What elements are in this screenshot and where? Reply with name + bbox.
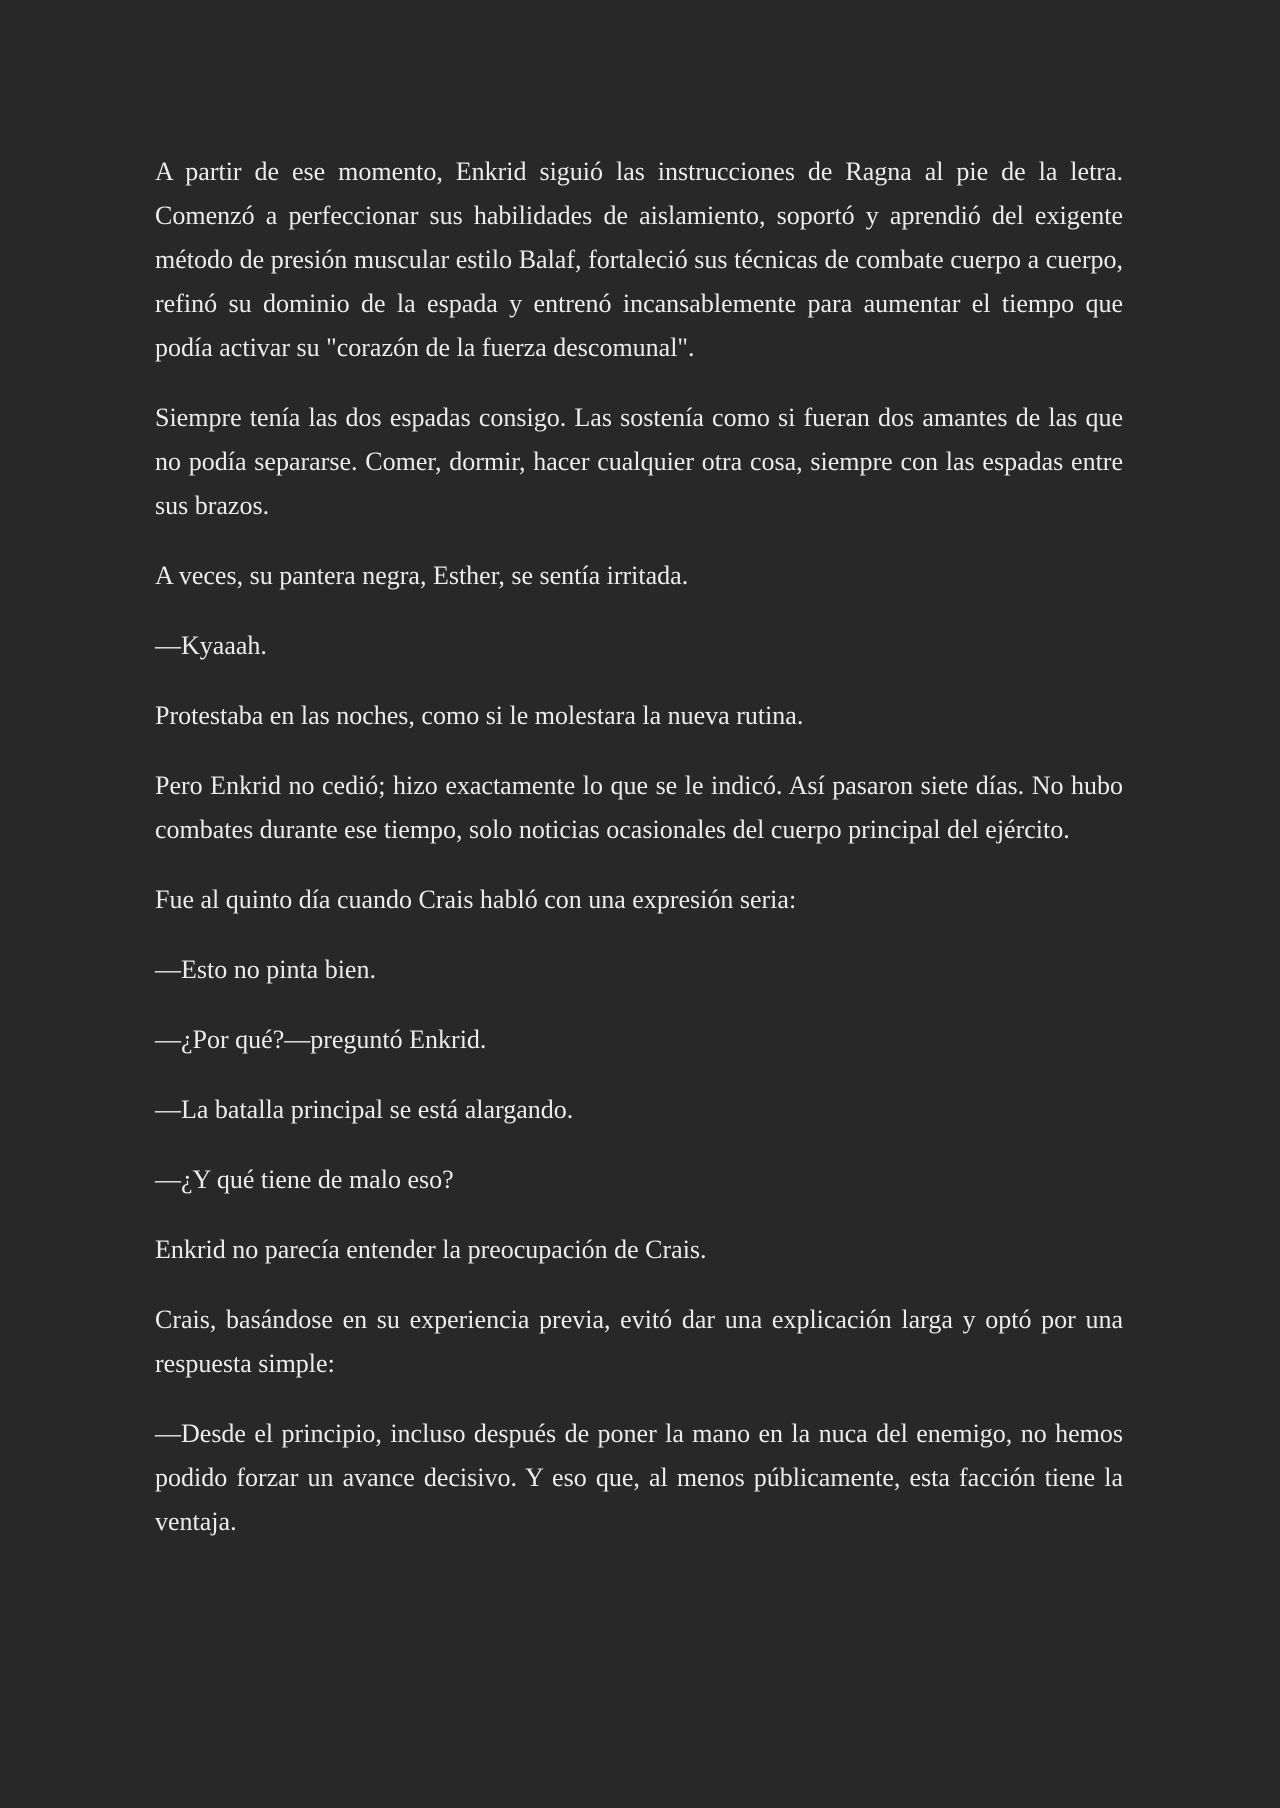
paragraph: Crais, basándose en su experiencia previa, evitó dar una explicación larga y optó por una respuesta simple: [155, 1305, 1123, 1378]
paragraph: A veces, su pantera negra, Esther, se sentía irritada. [155, 561, 689, 590]
paragraph: A partir de ese momento, Enkrid siguió las instrucciones de Ragna al pie de la letra. Comenzó a perfeccionar sus habilidades de aislamiento, soportó y aprendió del exigente método de presión muscular estilo Balaf, fortaleció sus técnicas de combate cuerpo a cuerpo, refinó su dominio de la espada y entrenó incansablemente para aumentar el tiempo que podía activar su "corazón de la fuerza descomunal". [155, 157, 1123, 362]
paragraph: —¿Por qué?—preguntó Enkrid. [155, 1025, 487, 1054]
paragraph: —Desde el principio, incluso después de poner la mano en la nuca del enemigo, no hemos podido forzar un avance decisivo. Y eso que, al menos públicamente, esta facción tiene la ventaja. [155, 1419, 1123, 1536]
paragraph: —La batalla principal se está alargando. [155, 1095, 574, 1124]
paragraph: —¿Y qué tiene de malo eso? [155, 1165, 454, 1194]
paragraph: —Kyaaah. [155, 631, 267, 660]
paragraph: —Esto no pinta bien. [155, 955, 376, 984]
chapter-text [155, 150, 1123, 1570]
paragraph: Pero Enkrid no cedió; hizo exactamente lo que se le indicó. Así pasaron siete días. No hubo combates durante ese tiempo, solo noticias ocasionales del cuerpo principal del ejército. [155, 771, 1123, 844]
paragraph: Protestaba en las noches, como si le molestara la nueva rutina. [155, 701, 804, 730]
paragraph: Enkrid no parecía entender la preocupación de Crais. [155, 1235, 707, 1264]
paragraph: Siempre tenía las dos espadas consigo. Las sostenía como si fueran dos amantes de las que no podía separarse. Comer, dormir, hacer cualquier otra cosa, siempre con las espadas entre sus brazos. [155, 403, 1123, 520]
paragraph: Fue al quinto día cuando Crais habló con una expresión seria: [155, 885, 797, 914]
